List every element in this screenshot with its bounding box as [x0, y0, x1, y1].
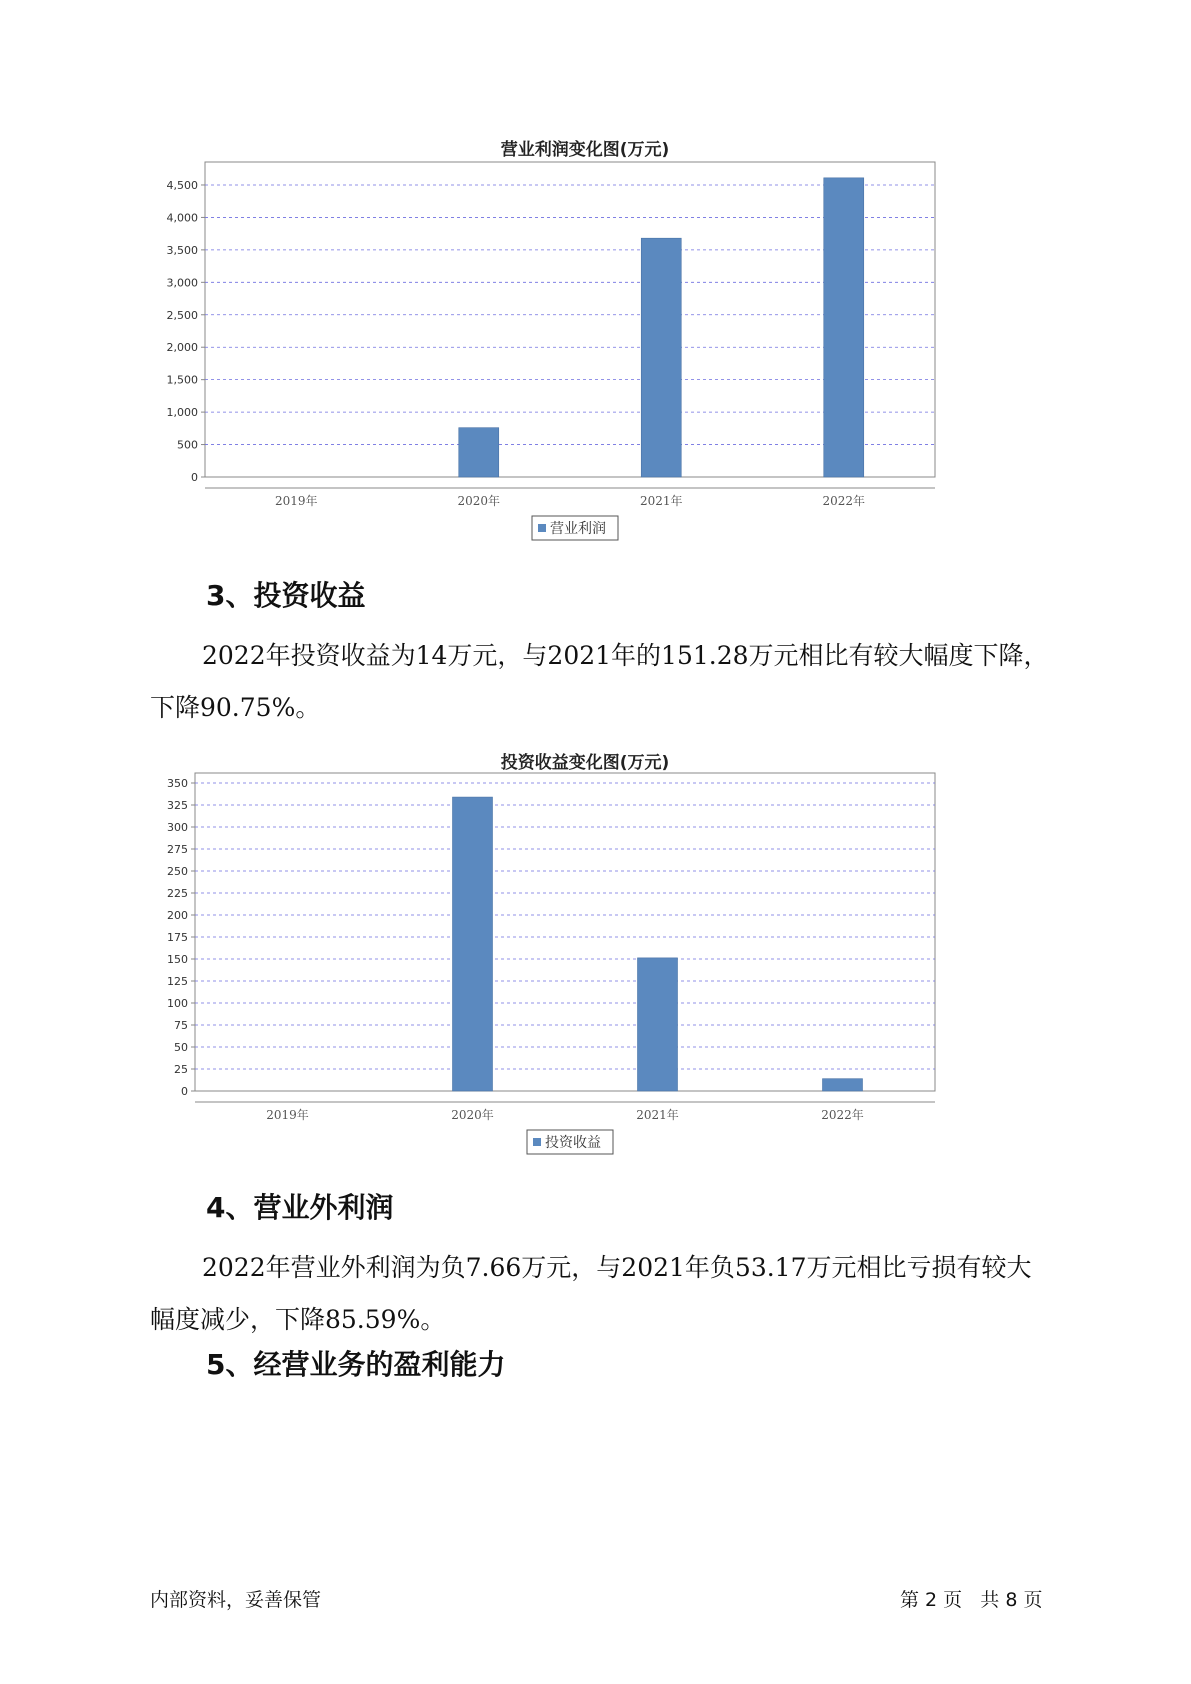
bar: [638, 958, 678, 1091]
x-tick-label: 2022年: [821, 1108, 864, 1122]
section-heading-4: 4、营业外利润: [206, 1191, 394, 1224]
y-tick-label: 200: [167, 909, 188, 922]
bar: [823, 1079, 863, 1091]
y-tick-label: 1,500: [166, 373, 198, 387]
chart-title: 投资收益变化图(万元): [500, 753, 670, 773]
x-tick-label: 2020年: [451, 1108, 494, 1122]
y-tick-label: 325: [167, 799, 188, 812]
y-tick-label: 150: [167, 953, 188, 966]
y-tick-label: 225: [167, 887, 188, 900]
section-heading-5: 5、经营业务的盈利能力: [206, 1348, 506, 1381]
y-tick-label: 4,500: [166, 178, 198, 192]
y-tick-label: 0: [191, 471, 198, 484]
section-text-3: 2022年投资收益为14万元，与2021年的151.28万元相比有较大幅度下降，下降90.75%。: [150, 641, 1049, 722]
investment-income-chart: [150, 743, 1020, 1163]
chart-svg: [150, 130, 1020, 550]
bar: [453, 797, 493, 1091]
y-tick-label: 250: [167, 865, 188, 878]
y-tick-label: 3,500: [166, 243, 198, 257]
legend-swatch: [533, 1138, 541, 1146]
x-tick-label: 2021年: [639, 494, 683, 508]
y-tick-label: 2,500: [166, 308, 198, 322]
bar: [459, 428, 499, 477]
y-tick-label: 0: [181, 1085, 188, 1098]
y-tick-label: 125: [167, 975, 188, 988]
y-tick-label: 25: [174, 1063, 188, 1076]
x-tick-label: 2020年: [457, 494, 501, 508]
footer-page-number: 第 2 页 共 8 页: [900, 1589, 1043, 1611]
bar: [824, 178, 864, 477]
legend-swatch: [538, 524, 546, 532]
plot-area: [195, 773, 935, 1091]
x-tick-label: 2022年: [822, 494, 866, 508]
section-heading-3: 3、投资收益: [206, 579, 366, 612]
y-tick-label: 500: [177, 438, 198, 452]
y-tick-label: 4,000: [166, 211, 198, 225]
y-tick-label: 3,000: [166, 276, 198, 290]
y-tick-label: 175: [167, 931, 188, 944]
y-tick-label: 1,000: [166, 406, 198, 420]
legend-label: 投资收益: [545, 1135, 601, 1151]
y-tick-label: 50: [174, 1041, 188, 1054]
footer-left: 内部资料，妥善保管: [150, 1589, 322, 1611]
y-tick-label: 300: [167, 821, 188, 834]
y-tick-label: 100: [167, 997, 188, 1010]
x-tick-label: 2019年: [266, 1108, 309, 1122]
chart-title: 营业利润变化图(万元): [500, 140, 670, 160]
legend-label: 营业利润: [550, 521, 606, 537]
x-tick-label: 2019年: [274, 494, 318, 508]
y-tick-label: 2,000: [166, 341, 198, 355]
bar: [641, 238, 681, 477]
y-tick-label: 350: [167, 777, 188, 790]
y-tick-label: 75: [174, 1019, 188, 1032]
section-text-4: 2022年营业外利润为负7.66万元，与2021年负53.17万元相比亏损有较大幅度减少，下降85.59%。: [150, 1253, 1032, 1334]
x-tick-label: 2021年: [636, 1108, 679, 1122]
operating-profit-chart: [150, 130, 1020, 550]
chart-svg: [150, 743, 1020, 1163]
y-tick-label: 275: [167, 843, 188, 856]
